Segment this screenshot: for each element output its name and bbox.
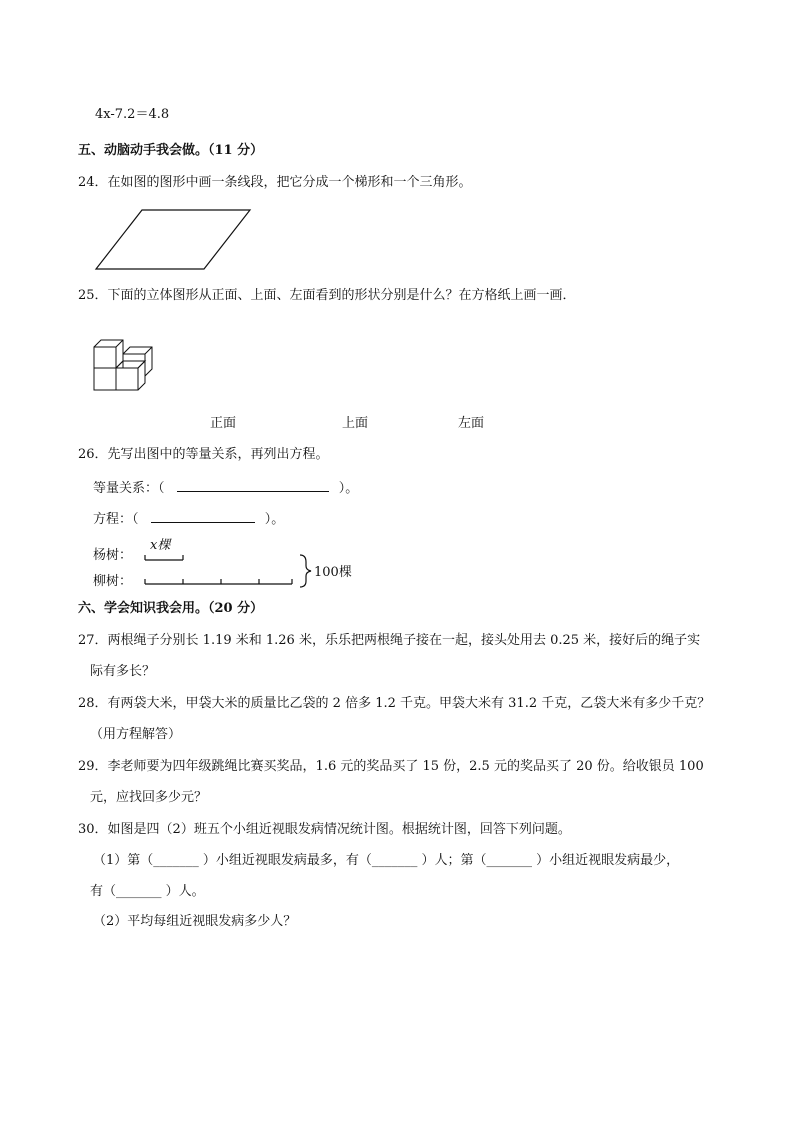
question-26: 26．先写出图中的等量关系，再列出方程。 — [78, 447, 329, 462]
poplar-label: 杨树： — [93, 548, 133, 563]
relation-close: ）。 — [338, 481, 359, 496]
view-label-top: 上面 — [342, 416, 369, 431]
question-27-line1: 27．两根绳子分别长 1.19 米和 1.26 米，乐乐把两根绳子接在一起，接头处用去 0.25 米，接好后的绳子实 — [78, 633, 701, 648]
question-29-line2: 元，应找回多少元？ — [90, 790, 208, 805]
question-28-line1: 28．有两袋大米，甲袋大米的质量比乙袋的 2 倍多 1.2 千克。甲袋大米有 31.2 千克，乙袋大米有多少千克？ — [78, 696, 711, 711]
equation-label: 方程：（ — [93, 512, 139, 527]
willow-label: 柳树： — [93, 574, 133, 589]
question-28-line2: （用方程解答） — [90, 727, 182, 742]
question-30-sub1-line1: （1）第（_______ ）小组近视眼发病最多，有（_______ ）人；第（_______ ）小组近视眼发病最少， — [93, 853, 680, 868]
question-30: 30．如图是四（2）班五个小组近视眼发病情况统计图。根据统计图，回答下列问题。 — [78, 822, 571, 837]
question-29-line1: 29．李老师要为四年级跳绳比赛买奖品，1.6 元的奖品买了 15 份，2.5 元的奖品买了 20 份。给收银员 100 — [78, 759, 704, 774]
question-25: 25．下面的立体图形从正面、上面、左面看到的形状分别是什么？在方格纸上画一画． — [78, 288, 576, 303]
view-label-front: 正面 — [210, 416, 237, 431]
equation-blank[interactable] — [151, 510, 255, 523]
relation-label: 等量关系：（ — [93, 481, 165, 496]
question-30-sub2: （2）平均每组近视眼发病多少人？ — [93, 914, 297, 929]
cube-solid-figure — [93, 337, 155, 393]
equation-answer-line — [93, 510, 284, 528]
segment-x-label: x棵 — [150, 538, 171, 553]
view-label-left: 左面 — [458, 416, 485, 431]
question-24: 24．在如图的图形中画一条线段，把它分成一个梯形和一个三角形。 — [78, 175, 472, 190]
relation-line — [93, 479, 358, 497]
equation-close: ）。 — [264, 512, 285, 527]
relation-blank[interactable] — [177, 479, 329, 492]
question-27-line2: 际有多长？ — [90, 664, 156, 679]
question-30-sub1-line2: 有（_______ ）人。 — [90, 884, 205, 899]
equation-line: 4x-7.2＝4.8 — [95, 107, 170, 122]
line-segment-diagram — [140, 550, 320, 590]
total-100-label: 100棵 — [314, 565, 352, 580]
parallelogram-figure — [94, 209, 254, 271]
section-5-heading: 五、动脑动手我会做。（11 分） — [78, 143, 264, 158]
section-6-heading: 六、学会知识我会用。（20 分） — [78, 601, 264, 616]
